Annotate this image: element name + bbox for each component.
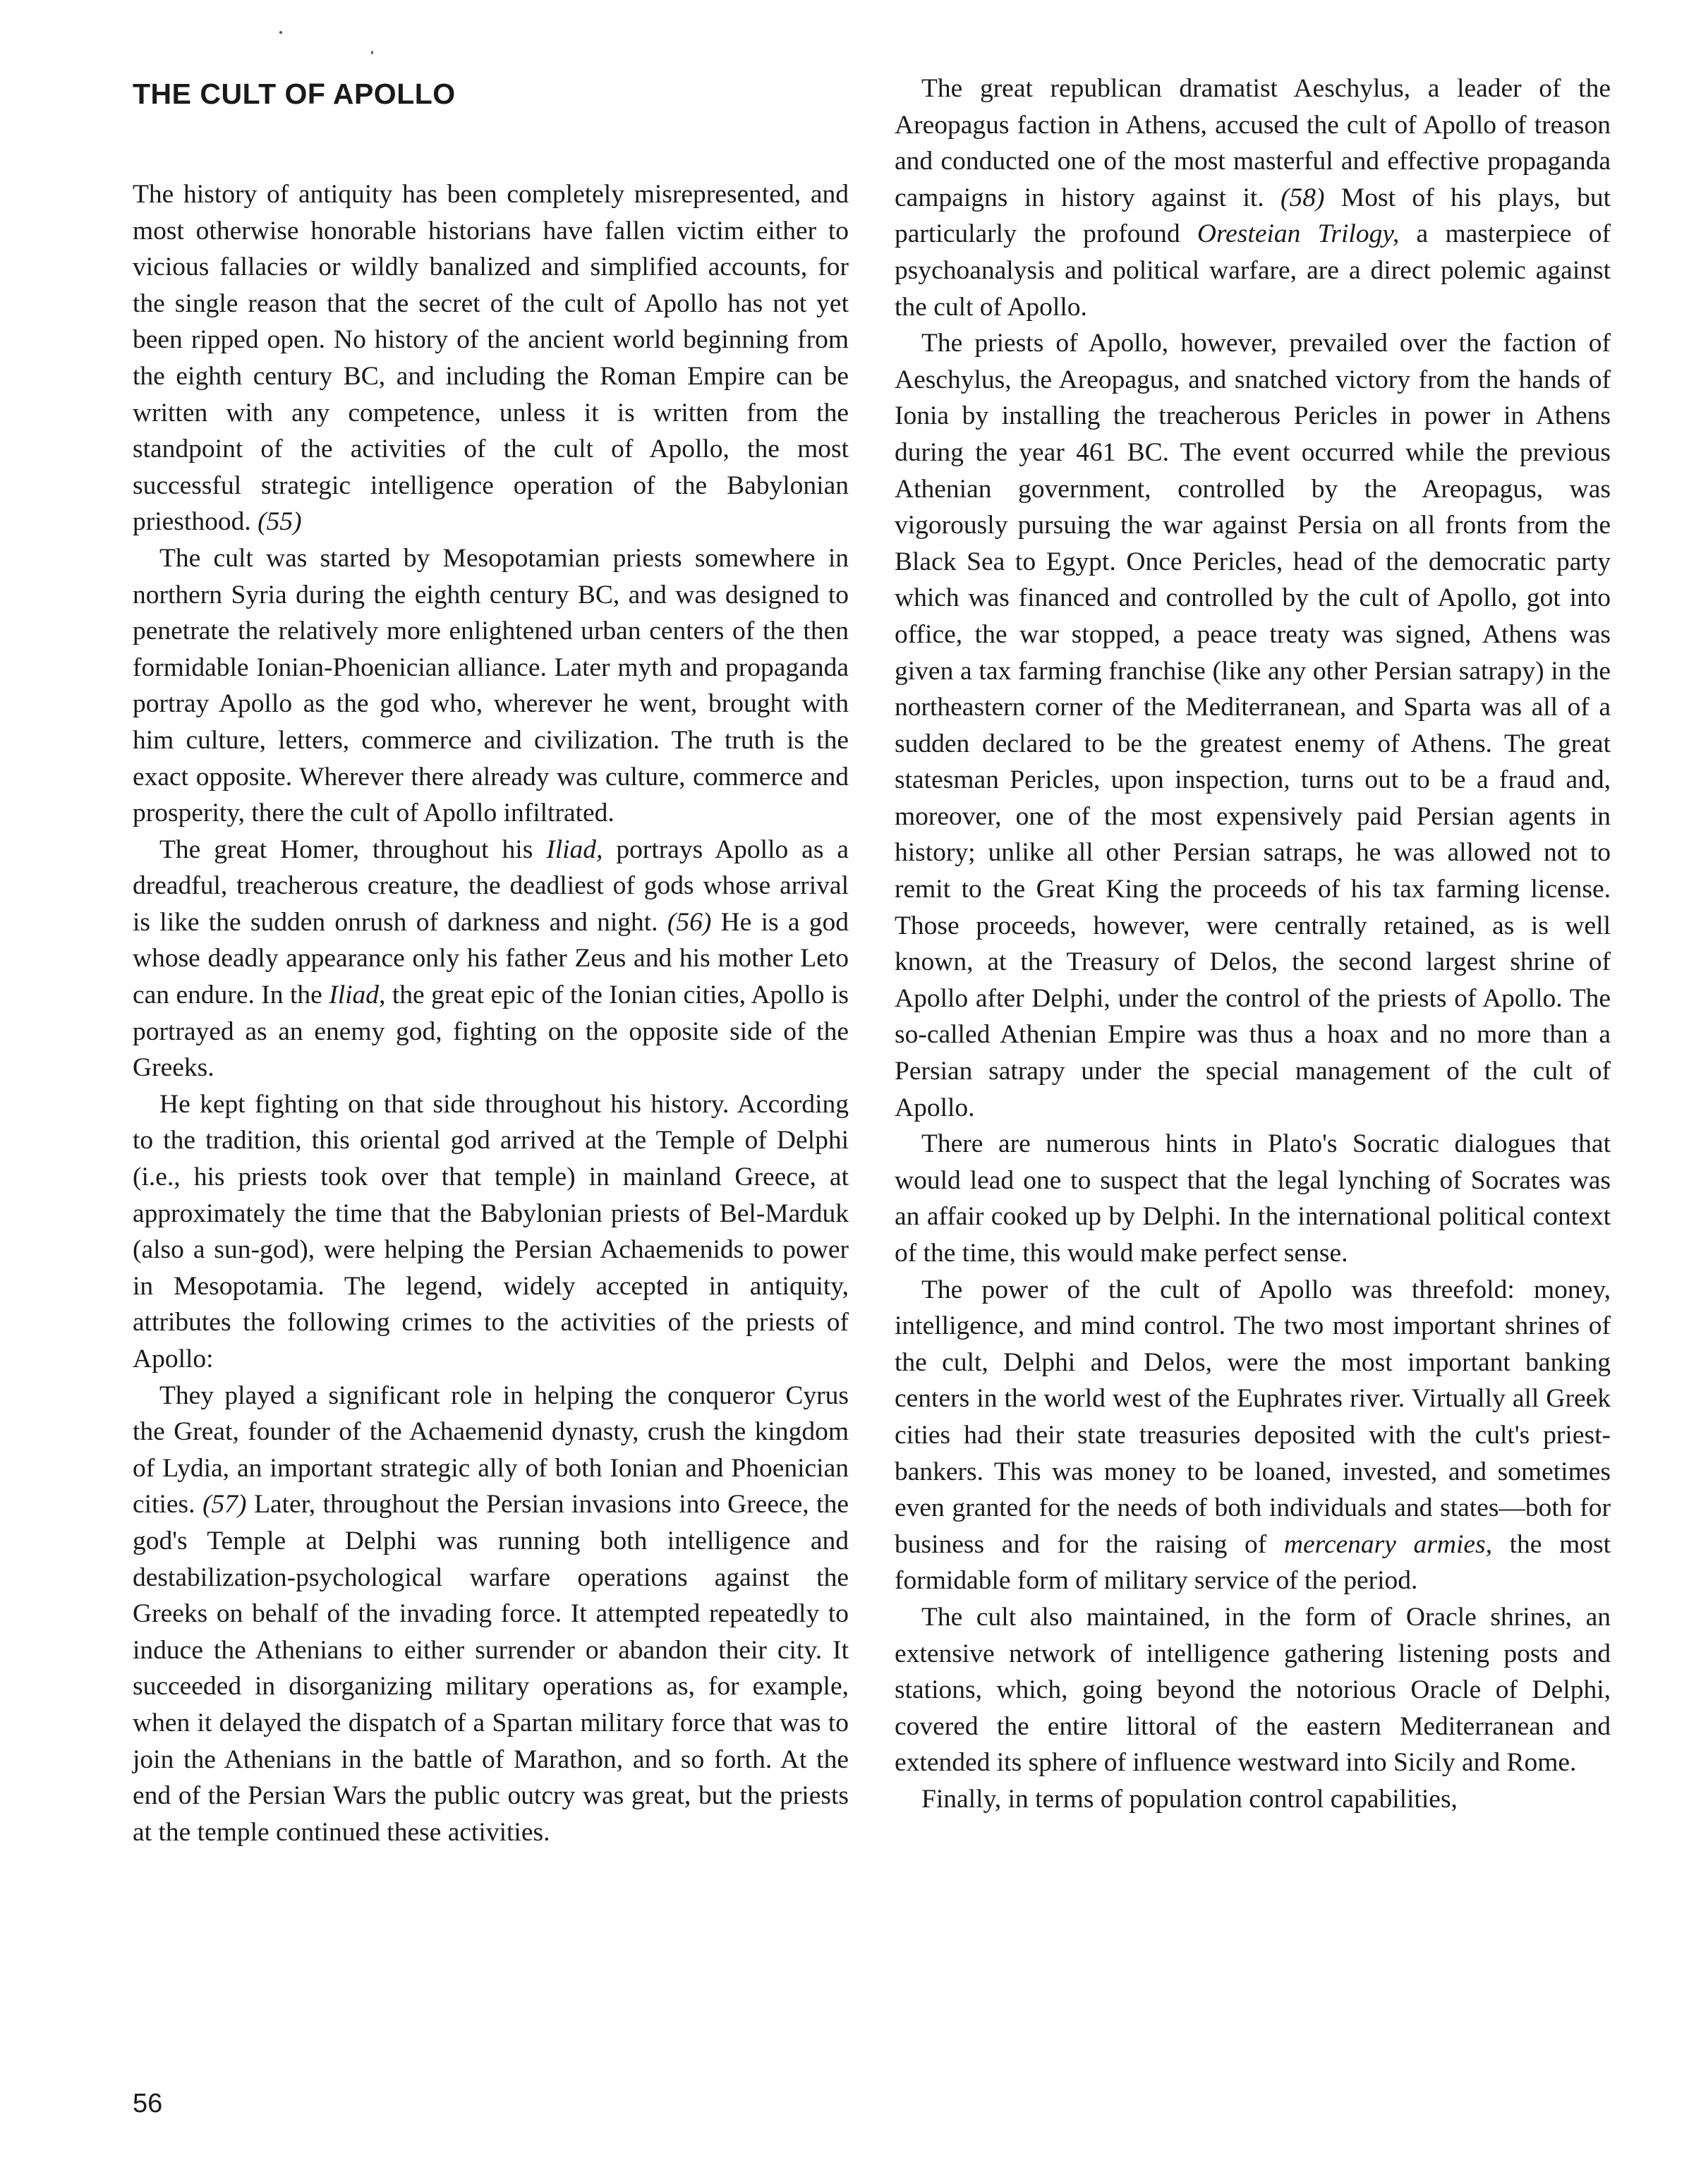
paragraph-text: The great Homer, throughout his: [159, 835, 547, 864]
paragraph-text: a masterpiece of psychoanalysis and political warfare, are a direct polemic against the cult of Apollo.: [895, 219, 1611, 322]
paragraph: [133, 832, 849, 1086]
paragraph: [895, 1781, 1611, 1818]
paragraph-text: He kept fighting on that side throughout his history. According to the tradition, this oriental god arrived at the Temple of Delphi (i.e., his priests took over that temple) in mainland Greece, at approximately the time that the Babylonian priests of Bel-Marduk (also a sun-god), were helping the Persian Achaemenids to power in Mesopotamia. The legend, widely accepted in antiquity, attributes the following crimes to the activities of the priests of Apollo:: [133, 1089, 849, 1373]
paragraph-text: The priests of Apollo, however, prevailed over the faction of Aeschylus, the Areopagus, and snatched victory from the hands of Ionia by installing the treacherous Pericles in power in Athens during the year 461 BC. The event occurred while the previous Athenian government, controlled by the Areopagus, was vigorously pursuing the war against Persia on all fronts from the Black Sea to Egypt. Once Pericles, head of the democratic party which was financed and controlled by the cult of Apollo, got into office, the war stopped, a peace treaty was signed, Athens was given a tax farming franchise (like any other Persian satrapy) in the northeastern corner of the Mediterranean, and Sparta was all of a sudden declared to be the greatest enemy of Athens. The great statesman Pericles, upon inspection, turns out to be a fraud and, moreover, one of the most expensively paid Persian agents in history; unlike all other Persian satraps, he was allowed not to remit to the Great King the proceeds of his tax farming license. Those proceeds, however, were centrally retained, as is well known, at the Treasury of Delos, the second largest shrine of Apollo after Delphi, under the control of the priests of Apollo. The so-called Athenian Empire was thus a hoax and no more than a Persian satrapy under the special management of the cult of Apollo.: [895, 329, 1611, 1122]
paragraph: [895, 71, 1611, 325]
left-column-paragraphs: [133, 176, 849, 1850]
paragraph: [895, 1599, 1611, 1781]
article-title: THE CULT OF APOLLO: [133, 78, 456, 110]
paragraph-text: the great epic of the Ionian cities, Apollo is portrayed as an enemy god, fighting on the opposite side of the Greeks.: [133, 981, 849, 1083]
paragraph-text: Later, throughout the Persian invasions into Greece, the god's Temple at Delphi was running both intelligence and destabilization-psychological warfare operations against the Greeks on behalf of the invading force. It attempted repeatedly to induce the Athenians to either surrender or abandon their city. It succeeded in disorganizing military operations as, for example, when it delayed the dispatch of a Spartan military force that was to join the Athenians in the battle of Marathon, and so forth. At the end of the Persian Wars the public outcry was great, but the priests at the temple continued these activities.: [133, 1490, 849, 1847]
paragraph-text: There are numerous hints in Plato's Socratic dialogues that would lead one to suspect that the legal lynching of Socrates was an affair cooked up by Delphi. In the international political context of the time, this would make perfect sense.: [895, 1129, 1611, 1268]
paragraph-text: He is a god whose deadly appearance only his father Zeus and his mother Leto can endure. In the: [133, 907, 849, 1010]
paragraph-text: The power of the cult of Apollo was threefold: money, intelligence, and mind control. The two most important shrines of the cult, Delphi and Delos, were the most important banking centers in the world west of the Euphrates river. Virtually all Greek cities had their state treasuries deposited with the cult's priest-bankers. This was money to be loaned, invested, and sometimes even granted for the needs of both individuals and states—both for business and for the raising of: [895, 1275, 1611, 1559]
italic-text: (55): [258, 507, 302, 537]
scan-speck: [371, 51, 373, 54]
paragraph-text: portrays Apollo as a dreadful, treacherous creature, the deadliest of gods whose arrival is like the sudden onrush of darkness and night.: [133, 835, 849, 937]
paragraph-text: They played a significant role in helping the conqueror Cyrus the Great, founder of the Achaemenid dynasty, crush the kingdom of Lydia, an important strategic ally of both Ionian and Phoenician cities.: [133, 1381, 849, 1519]
paragraph-text: The cult was started by Mesopotamian priests somewhere in northern Syria during the eighth century BC, and was designed to penetrate the relatively more enlightened urban centers of the then formidable Ionian-Phoenician alliance. Later myth and propaganda portray Apollo as the god who, wherever he went, brought with him culture, letters, commerce and civilization. The truth is the exact opposite. Wherever there already was culture, commerce and prosperity, there the cult of Apollo infiltrated.: [133, 543, 849, 828]
right-column-paragraphs: [895, 71, 1611, 1818]
scan-speck: [279, 31, 282, 34]
italic-text: (57): [202, 1490, 247, 1519]
paragraph-text: the most formidable form of military service of the period.: [895, 1529, 1611, 1596]
paragraph: [895, 325, 1611, 1126]
paragraph-text: The history of antiquity has been completely misrepresented, and most otherwise honorable historians have fallen victim either to vicious fallacies or wildly banalized and simplified accounts, for the single reason that the secret of the cult of Apollo has not yet been ripped open. No history of the ancient world beginning from the eighth century BC, and including the Roman Empire can be written with any competence, unless it is written from the standpoint of the activities of the cult of Apollo, the most successful strategic intelligence operation of the Babylonian priesthood.: [133, 180, 849, 537]
paragraph-text: The cult also maintained, in the form of Oracle shrines, an extensive network of intelligence gathering listening posts and stations, which, going beyond the notorious Oracle of Delphi, covered the entire littoral of the eastern Mediterranean and extended its sphere of influence westward into Sicily and Rome.: [895, 1602, 1611, 1778]
paragraph: [133, 176, 849, 540]
italic-text: Oresteian Trilogy,: [1197, 219, 1400, 249]
page-number: 56: [133, 2089, 163, 2118]
left-column: [133, 76, 849, 1850]
italic-text: mercenary armies,: [1283, 1529, 1492, 1559]
right-column: [895, 71, 1611, 1818]
paragraph: [895, 1126, 1611, 1271]
paragraph: [895, 1272, 1611, 1599]
paragraph-text: Finally, in terms of population control capabilities,: [921, 1784, 1458, 1814]
paragraph: [133, 1086, 849, 1378]
paragraph: [133, 540, 849, 832]
italic-text: Iliad,: [546, 835, 603, 864]
italic-text: (56): [667, 907, 712, 937]
paragraph: [133, 1378, 849, 1851]
italic-text: Iliad,: [329, 981, 386, 1010]
paragraph-text: Most of his plays, but particularly the profound: [895, 183, 1611, 249]
paragraph-text: The great republican dramatist Aeschylus, a leader of the Areopagus faction in Athens, accused the cult of Apollo of treason and conducted one of the most masterful and effective propaganda campaigns in history against it.: [895, 74, 1611, 212]
italic-text: (58): [1281, 183, 1325, 212]
